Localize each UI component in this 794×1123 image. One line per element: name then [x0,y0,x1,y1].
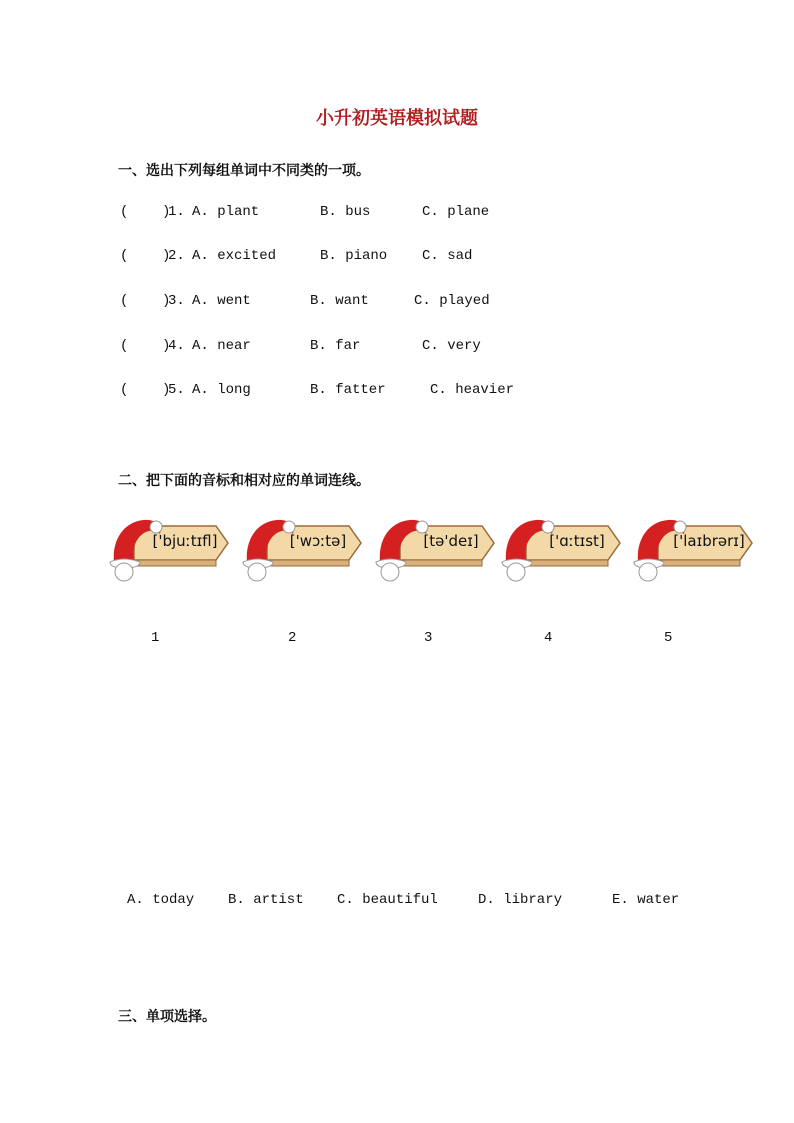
answer-blank[interactable]: ( ) [120,382,171,398]
question-number: 3. [168,293,185,309]
option-b: B. far [310,338,361,354]
match-option-a: A. today [127,892,195,908]
match-number-2: 2 [288,630,297,646]
match-option-b: B. artist [228,892,304,908]
phonetic-card-1 [104,512,240,588]
match-option-c: C. beautiful [337,892,438,908]
option-c: C. sad [422,248,473,264]
option-b: B. bus [320,204,371,220]
page-title: 小升初英语模拟试题 [316,108,478,129]
answer-blank[interactable]: ( ) [120,293,171,309]
phonetic-text: ['bjuːtɪfl] [152,532,218,550]
option-c: C. very [422,338,481,354]
match-number-1: 1 [151,630,160,646]
match-number-3: 3 [424,630,433,646]
phonetic-card-5 [628,512,764,588]
option-c: C. heavier [430,382,515,398]
phonetic-card-4 [496,512,632,588]
option-b: B. piano [320,248,388,264]
answer-blank[interactable]: ( ) [120,204,171,220]
option-c: C. played [414,293,490,309]
question-number: 2. [168,248,185,264]
answer-blank[interactable]: ( ) [120,338,171,354]
phonetic-card-2 [237,512,373,588]
match-option-e: E. water [612,892,680,908]
phonetic-text: ['laɪbrərɪ] [673,532,745,550]
match-option-d: D. library [478,892,563,908]
match-number-5: 5 [664,630,673,646]
option-c: C. plane [422,204,490,220]
option-b: B. fatter [310,382,386,398]
phonetic-card-3 [370,512,506,588]
option-a: A. plant [192,204,260,220]
option-a: A. long [192,382,251,398]
match-number-4: 4 [544,630,553,646]
phonetic-cards [104,512,764,592]
phonetic-text: ['ɑːtɪst] [549,532,605,550]
phonetic-text: ['wɔːtə] [289,532,347,550]
section-2-heading: 二、把下面的音标和相对应的单词连线。 [118,473,370,489]
option-a: A. excited [192,248,277,264]
section-3-heading: 三、单项选择。 [118,1009,216,1025]
question-number: 4. [168,338,185,354]
option-a: A. near [192,338,251,354]
question-number: 1. [168,204,185,220]
section-1-heading: 一、选出下列每组单词中不同类的一项。 [118,163,370,179]
option-b: B. want [310,293,369,309]
answer-blank[interactable]: ( ) [120,248,171,264]
question-number: 5. [168,382,185,398]
option-a: A. went [192,293,251,309]
phonetic-text: [tə'deɪ] [423,532,479,550]
